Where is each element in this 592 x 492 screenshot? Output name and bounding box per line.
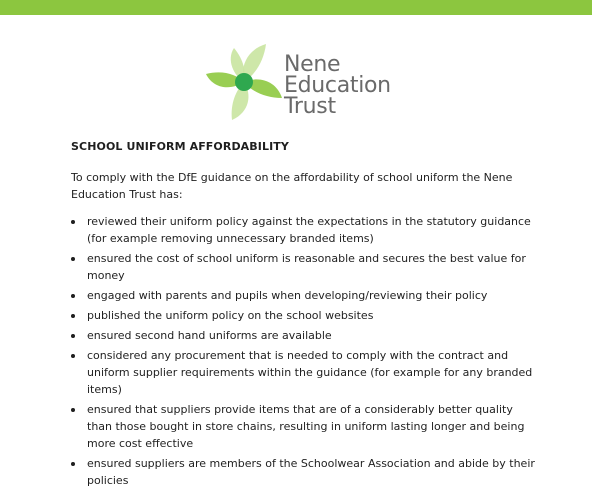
trust-logo-icon [204, 42, 284, 122]
bullet-icon [71, 220, 75, 224]
list-item-text: ensured the cost of school uniform is reasonable and secures the best value for money [87, 252, 526, 282]
logo-center [235, 73, 253, 91]
brand-name [284, 54, 391, 117]
bullet-icon [71, 314, 75, 318]
list-item [71, 455, 541, 489]
brand-line: Education [284, 73, 391, 98]
bullet-icon [71, 462, 75, 466]
bullet-list [71, 213, 541, 492]
list-item [71, 347, 541, 398]
list-item-text: published the uniform policy on the school websites [87, 309, 374, 322]
list-item [71, 213, 541, 247]
bullet-icon [71, 354, 75, 358]
intro-paragraph: To comply with the DfE guidance on the affordability of school uniform the Nene Education Trust has: [71, 171, 513, 201]
bullet-icon [71, 334, 75, 338]
brand-line: Nene [284, 52, 341, 77]
bullet-icon [71, 408, 75, 412]
document-heading: SCHOOL UNIFORM AFFORDABILITY [71, 140, 289, 153]
brand-line: Trust [284, 94, 336, 119]
list-item [71, 287, 541, 304]
bullet-icon [71, 294, 75, 298]
list-item-text: engaged with parents and pupils when developing/reviewing their policy [87, 289, 488, 302]
top-accent-bar [0, 0, 592, 15]
list-item [71, 307, 541, 324]
list-item-text: considered any procurement that is needed to comply with the contract and uniform supplier requirements within the guidance (for example for any branded items) [87, 349, 533, 396]
list-item [71, 327, 541, 344]
list-item-text: reviewed their uniform policy against the expectations in the statutory guidance (for example removing unnecessary branded items) [87, 215, 531, 245]
list-item-text: ensured second hand uniforms are available [87, 329, 332, 342]
list-item-text: ensured that suppliers provide items that are of a considerably better quality than those bought in store chains, resulting in uniform lasting longer and being more cost effective [87, 403, 525, 450]
list-item-text: ensured suppliers are members of the Schoolwear Association and abide by their policies [87, 457, 535, 487]
list-item [71, 401, 541, 452]
list-item [71, 250, 541, 284]
bullet-icon [71, 257, 75, 261]
